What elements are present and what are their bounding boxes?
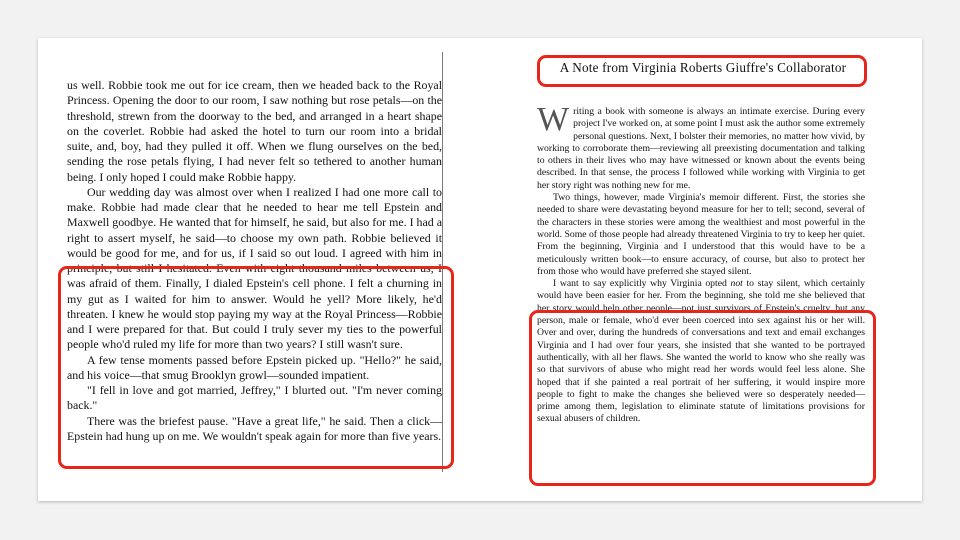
left-paragraph-2: Our wedding day was almost over when I realized I had one more call to make. Robbie had made clear that he needed to hear me tell Epstein and Maxwell goodbye. He wanted that for himself, he said, but also for me. I had a right to assert myself, he said—to choose my own path. Robbie believed it would be good for me, and for us, if I said so out loud. I agreed with him in principle, but still I hesitated. Even with eight thousand miles between us, I was afraid of them. Finally, I dialed Epstein's cell phone. I felt a churning in my gut as I waited for him to answer. Would he yell? More likely, he'd threaten. I knew he would stop paying my way at the Royal Princess—Robbie and I were prepared for that. But could I truly sever my ties to the powerful people who'd ruled my life for more than two years? I still wasn't sure.: [67, 184, 442, 352]
left-page-text: [67, 78, 442, 444]
right-page-text: [537, 101, 865, 426]
right-paragraph-3: [537, 278, 865, 426]
left-paragraph-5: There was the briefest pause. "Have a great life," he said. Then a click—Epstein had hung up on me. We wouldn't speak again for more than five years.: [67, 413, 442, 443]
left-paragraph-1: us well. Robbie took me out for ice cream, then we headed back to the Royal Princess. Opening the door to our room, I saw nothing but rose petals—on the threshold, strewn from the doorway to the bed, and arranged in a heart shape on the coverlet. Robbie had asked the hotel to turn our room into a bridal suite, and, boy, had they pulled it off. When we flung ourselves on the bed, sending the rose petals flying, I had never felt so tethered to another human being. I only hoped I could make Robbie happy.: [67, 78, 442, 184]
emphasis-not: not: [730, 278, 743, 290]
page-gutter-divider: [442, 52, 443, 472]
left-paragraph-3: A few tense moments passed before Epstein picked up. "Hello?" he said, and his voice—that smug Brooklyn growl—sounded impatient.: [67, 352, 442, 382]
chapter-title: A Note from Virginia Roberts Giuffre's Collaborator: [559, 60, 847, 75]
right-paragraph-1-text: riting a book with someone is always an intimate exercise. During every project I've worked on, at some point I must ask the author some extremely personal questions. Next, I bolster their memories, no matter how vivid, by working to corroborate them—reviewing all preexisting documentation and talking to others in their lives who may have witnessed or known about the events being described. In that sense, the process I followed while working with Virginia to get her story right was nothing new for me.: [537, 106, 865, 191]
right-paragraph-2: Two things, however, made Virginia's memoir different. First, the stories she needed to share were devastating beyond measure for her to tell; second, several of the characters in these stories were among the wealthiest and most powerful in the world. Some of those people had already threatened Virginia to try to keep her quiet. From the beginning, Virginia and I understood that this would have to be a meticulously written book—to ensure accuracy, of course, but also to protect her from those who would have preferred she stayed silent.: [537, 192, 865, 277]
right-paragraph-3-start: I want to say explicitly why Virginia opted: [553, 278, 731, 290]
right-paragraph-1: [537, 101, 865, 192]
left-paragraph-4: "I fell in love and got married, Jeffrey," I blurted out. "I'm never coming back.": [67, 383, 442, 413]
drop-cap: W: [537, 101, 570, 138]
right-paragraph-3-rest: to stay silent, which certainly would have been easier for her. From the beginning, she told me she believed that her story would help other people—not just survivors of Epstein's cruelty, but any person, male or female, who'd ever been coerced into sex against his or her will. Over and over, during the hundreds of conversations and text and email exchanges Virginia and I had over four years, she insisted that she wanted to be portrayed authentically, with all her flaws. She wanted the world to know who she really was so that survivors of abuse who might read her words would feel less alone. She hoped that if she painted a real portrait of her suffering, it would inspire more people to fight to make the changes she believed were so desperately needed—prime among them, legislation to eliminate statute of limitations provisions for sexual abusers of children.: [537, 278, 865, 425]
